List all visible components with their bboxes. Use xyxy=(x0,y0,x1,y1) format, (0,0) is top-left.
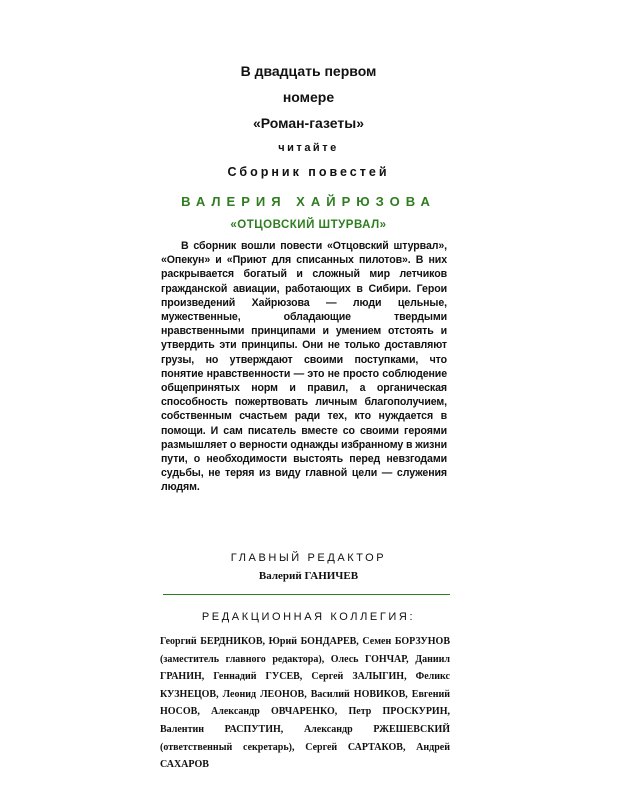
editor-in-chief-block xyxy=(0,549,617,585)
divider-line xyxy=(163,594,450,595)
read-label: читайте xyxy=(278,142,339,154)
editorial-board-title: РЕДАКЦИОННАЯ КОЛЛЕГИЯ: xyxy=(201,611,416,623)
announcement-line-1: В двадцать первом xyxy=(240,63,377,79)
magazine-title: «Роман-газеты» xyxy=(253,115,364,131)
book-description: В сборник вошли повести «Отцовский штурвал», «Опекун» и «Приют для списанных пилотов». В них раскрывается богатый и сложный мир летчиков гражданской авиации, работающих в Сибири. Герои произведений Хайрюзова — люди цельные, мужественные, обладающие твердыми нравственными принципами и умением отстоять и утвердить эти принципы. Они не только доставляют грузы, но утверждают своими поступками, что понятие нравственности — это не просто соблюдение общепринятых норм и правил, а органическая способность пожертвовать личным благополучием, собственным счастьем ради тех, кто нуждается в помощи. И сам писатель вместе со своими героями размышляет о верности однажды избранному в жизни пути, о необходимости выстоять перед невзгодами судьбы, не теряя из виду главной цели — служения людям. xyxy=(161,240,447,494)
editorial-board-members: Георгий БЕРДНИКОВ, Юрий БОНДАРЕВ, Семен БОРЗУНОВ (заместитель главного редактора), Олесь ГОНЧАР, Даниил ГРАНИН, Геннадий ГУСЕВ, Сергей ЗАЛЫГИН, Феликс КУЗНЕЦОВ, Леонид ЛЕОНОВ, Василий НОВИКОВ, Евгений НОСОВ, Александр ОВЧАРЕНКО, Петр ПРОСКУРИН, Валентин РАСПУТИН, Александр РЖЕШЕВСКИЙ (ответственный секретарь), Сергей САРТАКОВ, Андрей САХАРОВ xyxy=(160,636,450,771)
collection-label: Сборник повестей xyxy=(227,165,390,179)
editor-in-chief-name: Валерий ГАНИЧЕВ xyxy=(258,570,359,582)
author-name: ВАЛЕРИЯ ХАЙРЮЗОВА xyxy=(181,194,436,209)
editor-in-chief-title: ГЛАВНЫЙ РЕДАКТОР xyxy=(230,552,387,564)
next-issue-announcement xyxy=(0,58,617,236)
announcement-line-2: номере xyxy=(282,89,335,105)
book-title: «ОТЦОВСКИЙ ШТУРВАЛ» xyxy=(230,219,387,231)
